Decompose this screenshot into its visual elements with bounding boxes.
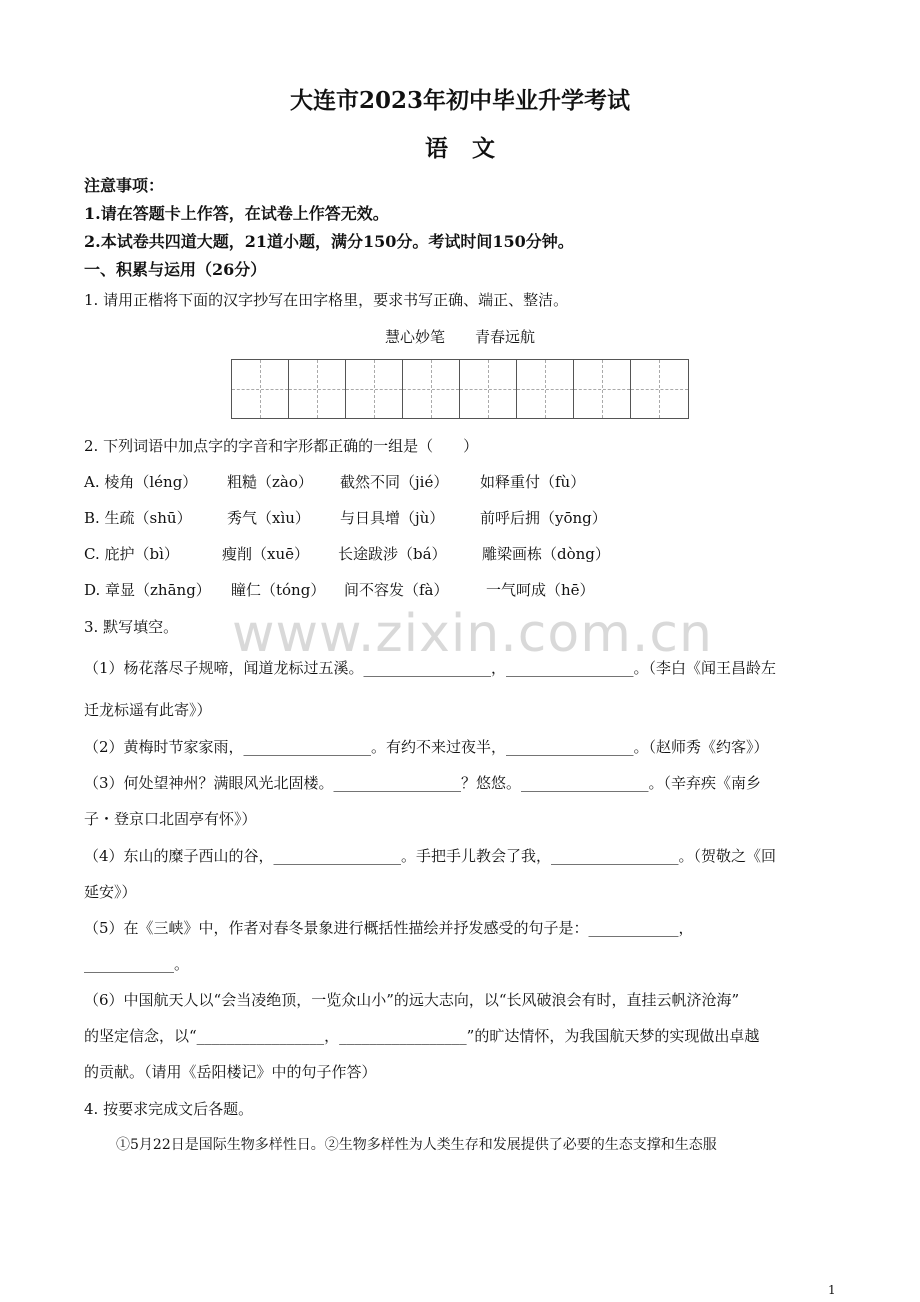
watermark: www.zixin.com.cn — [232, 604, 713, 664]
fill-line-6-end: 的贡献。（请用《岳阳楼记》中的句子作答） — [84, 1063, 377, 1081]
notice-item-2: 2.本试卷共四道大题，21道小题，满分150分。考试时间150分钟。 — [84, 232, 574, 251]
option-b-4: 前呼后拥（yōng） — [480, 509, 607, 527]
fill-line-6: （6）中国航天人以“会当凌绝顶，一览众山小”的远大志向，以“长风破浪会有时，直挂云帆济沧海” — [84, 991, 740, 1009]
fill-line-3-cont: 子・登京口北固亭有怀》） — [84, 810, 257, 828]
option-c-4: 雕梁画栋（dòng） — [482, 545, 610, 563]
notice-heading: 注意事项： — [84, 176, 165, 195]
fill-line-6-cont: 的坚定信念，以“_________________，_________________”的旷达情怀，为我国航天梦的实现做出卓越 — [84, 1027, 760, 1045]
option-d-4: 一气呵成（hē） — [486, 581, 595, 599]
grid-cell — [460, 360, 517, 418]
option-b-1: B. 生疏（shū） — [84, 509, 192, 527]
section-heading: 一、积累与运用（26分） — [84, 260, 267, 279]
option-a-2: 粗糙（zào） — [227, 473, 313, 491]
option-d-2: 瞳仁（tóng） — [231, 581, 326, 599]
grid-cell — [289, 360, 346, 418]
option-b-3: 与日具增（jù） — [340, 509, 445, 527]
question-1-phrase: 慧心妙笔 青春远航 — [384, 328, 535, 346]
grid-cell — [631, 360, 688, 418]
notice-item-1: 1.请在答题卡上作答，在试卷上作答无效。 — [84, 204, 389, 223]
exam-title: 大连市2023年初中毕业升学考试 — [289, 87, 630, 114]
grid-cell — [574, 360, 631, 418]
question-3-stem: 3. 默写填空。 — [84, 618, 179, 636]
grid-cell — [346, 360, 403, 418]
question-2-stem: 2. 下列词语中加点字的字音和字形都正确的一组是（ ） — [84, 437, 479, 455]
option-d-1: D. 章显（zhāng） — [84, 581, 211, 599]
tianzi-grid — [231, 359, 689, 419]
grid-cell — [232, 360, 289, 418]
grid-cell — [517, 360, 574, 418]
fill-line-5: （5）在《三峡》中，作者对春冬景象进行概括性描绘并抒发感受的句子是：____________， — [84, 919, 694, 937]
fill-line-4-cont: 延安》） — [84, 883, 137, 901]
option-a-4: 如释重付（fù） — [480, 473, 586, 491]
question-4-stem: 4. 按要求完成文后各题。 — [84, 1100, 254, 1118]
page-number: 1 — [828, 1283, 836, 1297]
option-d-3: 间不容发（fà） — [344, 581, 449, 599]
fill-line-1-cont: 迁龙标遥有此寄》） — [84, 701, 212, 719]
question-1-stem: 1. 请用正楷将下面的汉字抄写在田字格里，要求书写正确、端正、整洁。 — [84, 291, 569, 309]
option-b-2: 秀气（xìu） — [227, 509, 310, 527]
option-c-3: 长途跋涉（bá） — [338, 545, 447, 563]
fill-line-4: （4）东山的糜子西山的谷，_________________。手把手儿教会了我，_________________。（贺敬之《回 — [84, 847, 777, 865]
option-a-1: A. 棱角（léng） — [84, 473, 198, 491]
fill-line-3: （3）何处望神州？满眼风光北固楼。_________________？悠悠。_________________。（辛弃疾《南乡 — [84, 774, 762, 792]
exam-subject: 语文 — [425, 135, 519, 162]
fill-line-2: （2）黄梅时节家家雨，_________________。有约不来过夜半，_________________。（赵师秀《约客》） — [84, 738, 769, 756]
fill-line-5-cont: ____________。 — [84, 955, 190, 973]
fill-line-1: （1）杨花落尽子规啼，闻道龙标过五溪。_________________，_________________。（李白《闻王昌龄左 — [84, 659, 777, 677]
option-c-1: C. 庇护（bì） — [84, 545, 179, 563]
option-a-3: 截然不同（jié） — [340, 473, 449, 491]
question-4-passage: ①5月22日是国际生物多样性日。②生物多样性为人类生存和发展提供了必要的生态支撑和生态服 — [116, 1137, 717, 1153]
option-c-2: 瘦削（xuē） — [222, 545, 309, 563]
grid-cell — [403, 360, 460, 418]
